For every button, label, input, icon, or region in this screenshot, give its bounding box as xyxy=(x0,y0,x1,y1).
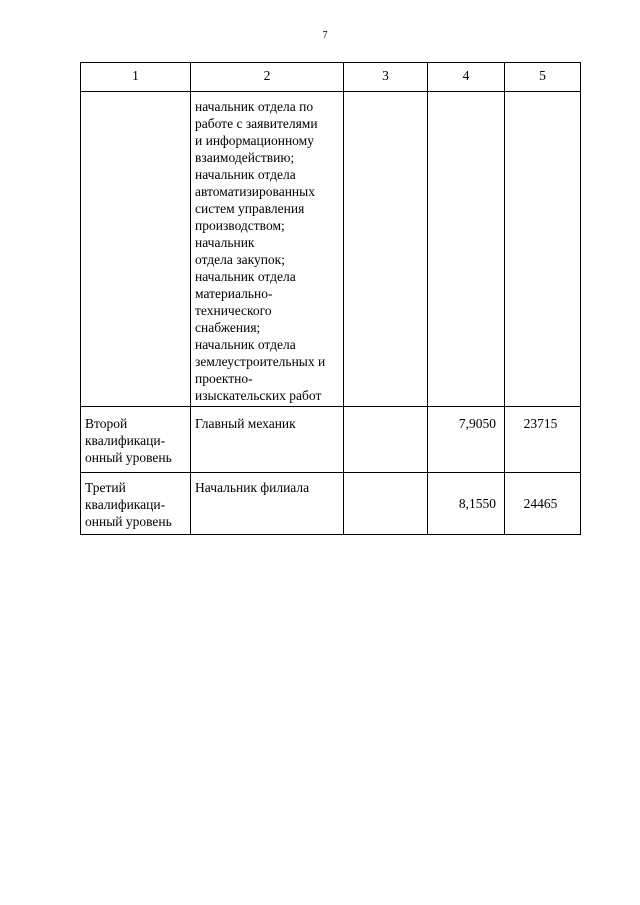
position-line: начальник xyxy=(195,235,255,250)
position-line: начальник отдела xyxy=(195,167,296,182)
position-line: начальник отдела xyxy=(195,337,296,352)
level-cell xyxy=(81,473,191,535)
position-line: взаимодействию; xyxy=(195,150,295,165)
level-cell xyxy=(81,407,191,473)
header-cell-2: 2 xyxy=(191,63,344,92)
header-cell-1: 1 xyxy=(81,63,191,92)
header-cell-4: 4 xyxy=(428,63,505,92)
col3-cell xyxy=(344,407,428,473)
level-line: квалификаци- xyxy=(85,433,166,448)
position-line: материально- xyxy=(195,286,273,301)
position-line: систем управления xyxy=(195,201,305,216)
position-line: снабжения; xyxy=(195,320,261,335)
level-line: онный уровень xyxy=(85,450,172,465)
level-line: Второй xyxy=(85,416,128,431)
position-line: работе с заявителями xyxy=(195,116,318,131)
table-row xyxy=(81,473,581,535)
col3-cell xyxy=(344,473,428,535)
position-line: отдела закупок; xyxy=(195,252,285,267)
salary-cell: 23715 xyxy=(505,407,581,473)
position-line: проектно- xyxy=(195,371,253,386)
positions-cell xyxy=(191,92,344,407)
coefficient-cell xyxy=(428,92,505,407)
position-line: начальник отдела по xyxy=(195,99,314,114)
level-cell xyxy=(81,92,191,407)
salary-cell xyxy=(505,92,581,407)
table-header-row xyxy=(81,63,581,92)
level-line: квалификаци- xyxy=(85,497,166,512)
position-line: изыскательских работ xyxy=(195,388,322,403)
salary-cell: 24465 xyxy=(505,473,581,535)
table-row-continuation xyxy=(81,92,581,407)
position-line: начальник отдела xyxy=(195,269,296,284)
coefficient-cell: 8,1550 xyxy=(428,473,505,535)
position-line: производством; xyxy=(195,218,285,233)
position-cell: Начальник филиала xyxy=(191,473,344,535)
position-line: технического xyxy=(195,303,272,318)
table-row xyxy=(81,407,581,473)
page-number: 7 xyxy=(322,30,328,41)
level-line: Третий xyxy=(85,480,126,495)
level-line: онный уровень xyxy=(85,514,172,529)
coefficient-cell: 7,9050 xyxy=(428,407,505,473)
position-cell: Главный механик xyxy=(191,407,344,473)
position-line: землеустроительных и xyxy=(195,354,326,369)
position-line: автоматизированных xyxy=(195,184,315,199)
header-cell-5: 5 xyxy=(505,63,581,92)
col3-cell xyxy=(344,92,428,407)
position-line: и информационному xyxy=(195,133,314,148)
header-cell-3: 3 xyxy=(344,63,428,92)
qualification-salary-table xyxy=(80,62,581,535)
